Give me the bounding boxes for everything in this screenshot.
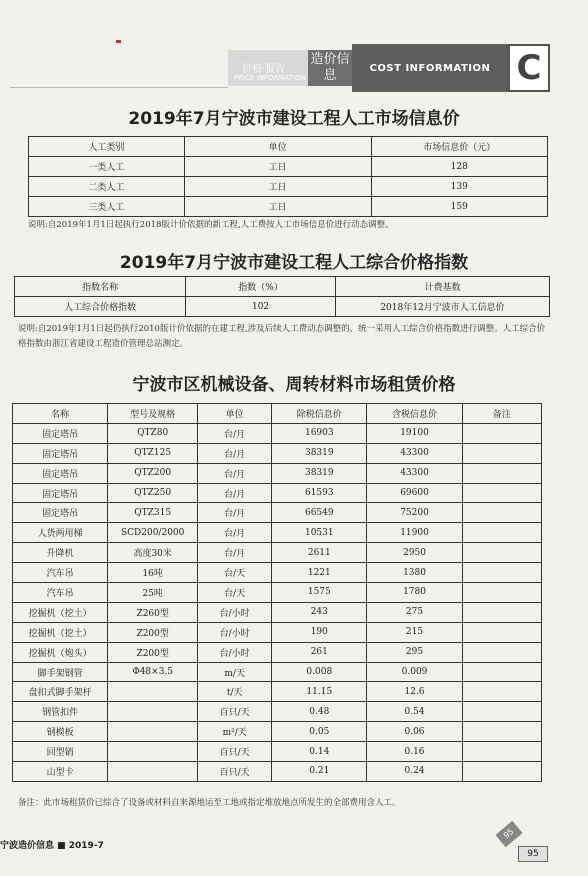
column-header: 含税信息价: [367, 404, 462, 424]
table-cell: 三类人工: [29, 197, 185, 217]
table-cell: 台/小时: [198, 622, 272, 642]
footer-publication: 宁波造价信息 ■ 2019-7: [0, 841, 104, 851]
table-cell: 二类人工: [29, 177, 185, 197]
table-cell: 挖掘机（炮头）: [13, 642, 108, 662]
table-row: [13, 463, 542, 483]
table-cell: 固定塔吊: [13, 483, 108, 503]
table-row: [13, 662, 542, 682]
table-cell: [462, 583, 541, 603]
table-cell: m/天: [198, 662, 272, 682]
table-cell: [462, 722, 541, 742]
table-cell: 脚手架钢管: [13, 662, 108, 682]
table-cell: QTZ250: [108, 483, 198, 503]
section-tag: 造价信息: [308, 50, 352, 86]
table-cell: 钢管扣件: [13, 702, 108, 722]
table-cell: m²/天: [198, 722, 272, 742]
labor-index-table: [14, 276, 550, 317]
table-cell: 261: [272, 642, 367, 662]
table-cell: 1575: [272, 583, 367, 603]
column-header: 单位: [198, 404, 272, 424]
table-cell: 0.54: [367, 702, 462, 722]
table-cell: 台/月: [198, 523, 272, 543]
table-cell: 1221: [272, 563, 367, 583]
section1-note: 说明:自2019年1月1日起执行2018版计价依据的新工程,人工费按人工市场信息价进行动态调整。: [28, 220, 394, 230]
table-cell: 0.009: [367, 662, 462, 682]
table-cell: SCD200/2000: [108, 523, 198, 543]
table-cell: [108, 722, 198, 742]
table-cell: QTZ315: [108, 503, 198, 523]
table-cell: 243: [272, 602, 367, 622]
table-cell: 38319: [272, 463, 367, 483]
table-cell: [462, 622, 541, 642]
table-cell: 台/小时: [198, 602, 272, 622]
table-cell: 盘扣式脚手架杆: [13, 682, 108, 702]
table-cell: 275: [367, 602, 462, 622]
table-cell: QTZ80: [108, 423, 198, 443]
table-cell: 11900: [367, 523, 462, 543]
table-row: [13, 503, 542, 523]
table-cell: QTZ200: [108, 463, 198, 483]
table-row: [13, 443, 542, 463]
table-header-row: [15, 277, 550, 297]
table-cell: 工日: [184, 197, 371, 217]
table-cell: 台/小时: [198, 642, 272, 662]
table-row: [13, 483, 542, 503]
table-cell: 16吨: [108, 563, 198, 583]
table-row: [29, 197, 548, 217]
column-header: 名称: [13, 404, 108, 424]
table-cell: 10531: [272, 523, 367, 543]
table-cell: 0.48: [272, 702, 367, 722]
rental-table-body: [13, 423, 542, 781]
table-row: [13, 523, 542, 543]
table-cell: 百只/天: [198, 702, 272, 722]
column-header: 指数名称: [15, 277, 186, 297]
table-header-row: [13, 404, 542, 424]
table-cell: 128: [371, 157, 547, 177]
table-cell: 0.05: [272, 722, 367, 742]
table-cell: 台/月: [198, 483, 272, 503]
table-cell: Z200型: [108, 642, 198, 662]
table-cell: 295: [367, 642, 462, 662]
table-cell: 台/月: [198, 543, 272, 563]
table-cell: 19100: [367, 423, 462, 443]
table-cell: 139: [371, 177, 547, 197]
table-cell: 12.6: [367, 682, 462, 702]
table-row: [15, 297, 550, 317]
column-header: 市场信息价（元）: [371, 137, 547, 157]
table-row: [13, 583, 542, 603]
table-cell: Z200型: [108, 622, 198, 642]
table-cell: 山型卡: [13, 762, 108, 782]
header-left-block: [228, 50, 308, 86]
table-cell: 43300: [367, 443, 462, 463]
table-cell: 38319: [272, 443, 367, 463]
table-cell: 固定塔吊: [13, 463, 108, 483]
column-header: 单位: [184, 137, 371, 157]
table-cell: [462, 423, 541, 443]
table-cell: 0.008: [272, 662, 367, 682]
table-cell: 66549: [272, 503, 367, 523]
table-cell: 人货两用梯: [13, 523, 108, 543]
table-cell: 工日: [184, 177, 371, 197]
table-cell: 25吨: [108, 583, 198, 603]
table-row: [29, 177, 548, 197]
table-cell: [462, 563, 541, 583]
table-cell: 百只/天: [198, 762, 272, 782]
table-cell: [108, 762, 198, 782]
table-cell: [462, 543, 541, 563]
table-cell: [462, 463, 541, 483]
table-cell: 一类人工: [29, 157, 185, 177]
table-cell: 1780: [367, 583, 462, 603]
column-header: 备注: [462, 404, 541, 424]
table-row: [13, 682, 542, 702]
table-cell: [108, 682, 198, 702]
table-cell: t/天: [198, 682, 272, 702]
table-cell: 百只/天: [198, 742, 272, 762]
table-cell: 0.14: [272, 742, 367, 762]
table-cell: [462, 642, 541, 662]
table-cell: Φ48×3.5: [108, 662, 198, 682]
table-cell: 61593: [272, 483, 367, 503]
table-cell: 回型销: [13, 742, 108, 762]
column-header: 除税信息价: [272, 404, 367, 424]
table-cell: 钢模板: [13, 722, 108, 742]
table-cell: 0.16: [367, 742, 462, 762]
table-cell: 台/天: [198, 583, 272, 603]
header-left-italic-text: PRICE INFORMATION: [234, 74, 306, 82]
section-letter: C: [508, 44, 550, 92]
table-cell: 台/月: [198, 463, 272, 483]
table-cell: 台/月: [198, 503, 272, 523]
table-cell: 固定塔吊: [13, 503, 108, 523]
table-cell: 2018年12月宁波市人工信息价: [335, 297, 549, 317]
table-cell: 汽车吊: [13, 583, 108, 603]
table-cell: 台/月: [198, 423, 272, 443]
table-cell: 43300: [367, 463, 462, 483]
table-cell: 固定塔吊: [13, 443, 108, 463]
table-header-row: [29, 137, 548, 157]
table-row: [13, 423, 542, 443]
rental-price-table: [12, 403, 542, 782]
table-cell: 69600: [367, 483, 462, 503]
table-cell: 0.21: [272, 762, 367, 782]
column-header: 人工类别: [29, 137, 185, 157]
table-cell: 0.06: [367, 722, 462, 742]
table-cell: 16903: [272, 423, 367, 443]
column-header: 型号及规格: [108, 404, 198, 424]
table-cell: 升降机: [13, 543, 108, 563]
table-cell: 75200: [367, 503, 462, 523]
table-cell: Z260型: [108, 602, 198, 622]
table-cell: 11.15: [272, 682, 367, 702]
table-cell: [462, 483, 541, 503]
table-cell: 1380: [367, 563, 462, 583]
table-cell: 215: [367, 622, 462, 642]
table-cell: [462, 762, 541, 782]
table-row: [13, 642, 542, 662]
table-cell: [462, 742, 541, 762]
table-cell: [108, 702, 198, 722]
table-cell: [108, 742, 198, 762]
table-row: [13, 563, 542, 583]
table-cell: 台/天: [198, 563, 272, 583]
ink-mark: [116, 40, 121, 43]
table-cell: [462, 682, 541, 702]
table-cell: 0.24: [367, 762, 462, 782]
table-cell: 2950: [367, 543, 462, 563]
table-cell: 102: [186, 297, 336, 317]
table-cell: [462, 602, 541, 622]
section1-title: 2019年7月宁波市建设工程人工市场信息价: [128, 109, 460, 129]
table-cell: [462, 702, 541, 722]
column-header: 指数（%）: [186, 277, 336, 297]
page-number: 95: [518, 846, 548, 862]
table-cell: 台/月: [198, 443, 272, 463]
table-row: [13, 742, 542, 762]
table-row: [13, 602, 542, 622]
table-cell: [462, 523, 541, 543]
table-cell: 159: [371, 197, 547, 217]
section2-title: 2019年7月宁波市建设工程人工综合价格指数: [119, 253, 469, 273]
section-title: COST INFORMATION: [352, 44, 508, 92]
table-cell: [462, 443, 541, 463]
table-cell: [462, 503, 541, 523]
section3-note: 备注：此市场租赁价已综合了设备或材料自来源地运至工地或指定堆放地点所发生的全部费用含人工。: [18, 798, 401, 808]
table-cell: QTZ125: [108, 443, 198, 463]
table-row: [13, 722, 542, 742]
section2-note: 说明:自2019年1月1日起仍执行2010版计价依据的在建工程,涉及后续人工费动态调整的，统一采用人工综合价格指数进行调整。人工综合价格指数由浙江省建设工程造价管理总站测定。: [18, 324, 546, 349]
table-row: [13, 543, 542, 563]
page-corner-tab: 95: [495, 821, 522, 847]
table-row: [29, 157, 548, 177]
header-rule: [10, 87, 228, 88]
labor-price-table: [28, 136, 548, 217]
table-row: [13, 702, 542, 722]
table-row: [13, 762, 542, 782]
table-cell: 高度30米: [108, 543, 198, 563]
table-cell: 工日: [184, 157, 371, 177]
table-cell: 固定塔吊: [13, 423, 108, 443]
table-row: [13, 622, 542, 642]
table-cell: 人工综合价格指数: [15, 297, 186, 317]
column-header: 计费基数: [335, 277, 549, 297]
table-cell: 挖掘机（挖土）: [13, 602, 108, 622]
table-cell: 挖掘机（挖土）: [13, 622, 108, 642]
table-cell: 2611: [272, 543, 367, 563]
table-cell: 190: [272, 622, 367, 642]
section3-title: 宁波市区机械设备、周转材料市场租赁价格: [132, 375, 456, 395]
table-cell: [462, 662, 541, 682]
header-left-small-text: 价格·报告: [242, 64, 286, 75]
table-cell: 汽车吊: [13, 563, 108, 583]
